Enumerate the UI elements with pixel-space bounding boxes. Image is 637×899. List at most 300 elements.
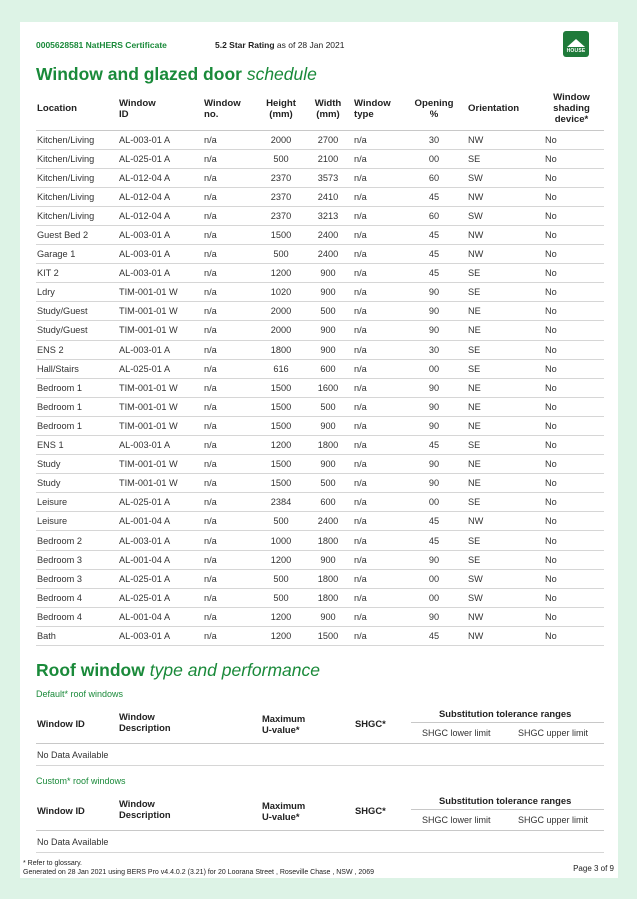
cell-height: 1200	[254, 607, 308, 626]
divider	[411, 809, 604, 810]
cell-location: Study	[36, 455, 119, 474]
table-row	[36, 359, 604, 378]
cell-window-type: n/a	[348, 225, 406, 244]
cell-window-type: n/a	[348, 187, 406, 206]
cell-orientation: NE	[462, 416, 539, 435]
cell-shading: No	[539, 245, 604, 264]
cell-height: 1500	[254, 455, 308, 474]
cell-shading: No	[539, 340, 604, 359]
cell-window-id: TIM-001-01 W	[119, 416, 204, 435]
glossary-note: * Refer to glossary.	[23, 860, 83, 867]
cell-height: 2384	[254, 493, 308, 512]
cell-height: 500	[254, 512, 308, 531]
cell-window-no: n/a	[204, 493, 254, 512]
cell-window-type: n/a	[348, 378, 406, 397]
cell-height: 2370	[254, 168, 308, 187]
cell-window-type: n/a	[348, 149, 406, 168]
cell-window-no: n/a	[204, 187, 254, 206]
cell-window-no: n/a	[204, 264, 254, 283]
cell-window-no: n/a	[204, 626, 254, 645]
cell-location: Study/Guest	[36, 321, 119, 340]
table-row	[36, 187, 604, 206]
cell-location: Leisure	[36, 493, 119, 512]
cell-opening: 90	[406, 302, 462, 321]
cell-height: 2370	[254, 187, 308, 206]
cell-shading: No	[539, 168, 604, 187]
cell-window-id: TIM-001-01 W	[119, 378, 204, 397]
table-header-row	[36, 704, 604, 744]
cell-orientation: SW	[462, 569, 539, 588]
cell-shading: No	[539, 474, 604, 493]
cell-orientation: SE	[462, 283, 539, 302]
col-window-description: Window Description	[119, 798, 171, 820]
cell-orientation: NE	[462, 378, 539, 397]
table-row	[36, 149, 604, 168]
col-max-uvalue: Maximum U-value*	[262, 800, 306, 822]
cell-location: Study/Guest	[36, 302, 119, 321]
cell-opening: 45	[406, 626, 462, 645]
cell-opening: 45	[406, 245, 462, 264]
cell-location: KIT 2	[36, 264, 119, 283]
cell-opening: 90	[406, 397, 462, 416]
cell-window-type: n/a	[348, 531, 406, 550]
custom-roof-window-table	[36, 791, 604, 853]
cell-orientation: NE	[462, 455, 539, 474]
roof-shape	[567, 39, 585, 47]
cell-width: 900	[308, 264, 348, 283]
cell-window-type: n/a	[348, 455, 406, 474]
cell-window-id: AL-012-04 A	[119, 187, 204, 206]
cell-orientation: NE	[462, 474, 539, 493]
default-roof-window-table	[36, 704, 604, 766]
cell-opening: 00	[406, 359, 462, 378]
table-row	[36, 283, 604, 302]
cell-window-id: AL-025-01 A	[119, 359, 204, 378]
cell-orientation: NE	[462, 302, 539, 321]
cell-window-id: AL-001-04 A	[119, 512, 204, 531]
table-row	[36, 455, 604, 474]
rating-value: 5.2 Star Rating	[215, 40, 275, 50]
cell-opening: 30	[406, 340, 462, 359]
cell-opening: 45	[406, 512, 462, 531]
cell-window-id: TIM-001-01 W	[119, 455, 204, 474]
cell-width: 1800	[308, 436, 348, 455]
cell-window-no: n/a	[204, 378, 254, 397]
col-max-uvalue: Maximum U-value*	[262, 713, 306, 735]
cell-window-type: n/a	[348, 264, 406, 283]
col-shgc-lower: SHGC lower limit	[422, 815, 491, 825]
table-row	[36, 493, 604, 512]
cell-window-type: n/a	[348, 206, 406, 225]
cell-shading: No	[539, 569, 604, 588]
cell-window-type: n/a	[348, 474, 406, 493]
cell-opening: 45	[406, 436, 462, 455]
cell-window-type: n/a	[348, 359, 406, 378]
cell-height: 2000	[254, 130, 308, 149]
cell-shading: No	[539, 550, 604, 569]
col-shgc: SHGC*	[355, 805, 386, 816]
cell-window-type: n/a	[348, 626, 406, 645]
cell-shading: No	[539, 302, 604, 321]
col-orientation: Orientation	[462, 88, 539, 130]
cell-height: 1500	[254, 225, 308, 244]
no-data-row: No Data Available	[36, 831, 604, 853]
table-row	[36, 321, 604, 340]
table-row	[36, 206, 604, 225]
cell-height: 1200	[254, 436, 308, 455]
cell-width: 500	[308, 397, 348, 416]
cell-location: Bedroom 3	[36, 550, 119, 569]
cell-orientation: SE	[462, 493, 539, 512]
cell-location: Guest Bed 2	[36, 225, 119, 244]
table-row	[36, 550, 604, 569]
cell-window-id: AL-012-04 A	[119, 168, 204, 187]
cell-orientation: NW	[462, 626, 539, 645]
cell-window-type: n/a	[348, 416, 406, 435]
cell-opening: 45	[406, 264, 462, 283]
cell-window-id: AL-003-01 A	[119, 264, 204, 283]
cell-window-id: AL-001-04 A	[119, 550, 204, 569]
cell-opening: 00	[406, 588, 462, 607]
generated-note: Generated on 28 Jan 2021 using BERS Pro v4.4.0.2 (3.21) for 20 Loorana Street , Roseville Chase , NSW , 2069	[23, 869, 374, 876]
cell-width: 1800	[308, 569, 348, 588]
cell-orientation: SW	[462, 168, 539, 187]
cell-opening: 00	[406, 149, 462, 168]
col-height: Height (mm)	[254, 88, 308, 130]
cell-width: 2410	[308, 187, 348, 206]
cell-window-id: AL-003-01 A	[119, 130, 204, 149]
cell-width: 900	[308, 550, 348, 569]
table-row	[36, 397, 604, 416]
cell-height: 2000	[254, 321, 308, 340]
cell-window-id: AL-003-01 A	[119, 436, 204, 455]
cell-window-id: AL-025-01 A	[119, 569, 204, 588]
cell-width: 2100	[308, 149, 348, 168]
cell-window-no: n/a	[204, 302, 254, 321]
cell-window-id: AL-012-04 A	[119, 206, 204, 225]
cell-window-no: n/a	[204, 340, 254, 359]
cell-opening: 90	[406, 321, 462, 340]
cell-location: Bedroom 4	[36, 607, 119, 626]
cell-height: 500	[254, 588, 308, 607]
cell-window-no: n/a	[204, 225, 254, 244]
table-row	[36, 512, 604, 531]
cell-height: 2000	[254, 302, 308, 321]
cell-window-no: n/a	[204, 168, 254, 187]
house-logo-icon	[563, 31, 589, 57]
cell-window-no: n/a	[204, 397, 254, 416]
cell-width: 1600	[308, 378, 348, 397]
cell-window-id: AL-001-04 A	[119, 607, 204, 626]
default-roof-windows-label: Default* roof windows	[36, 689, 124, 699]
table-row	[36, 245, 604, 264]
cell-width: 3573	[308, 168, 348, 187]
cell-location: Kitchen/Living	[36, 206, 119, 225]
page-number: Page 3 of 9	[573, 864, 614, 873]
custom-roof-windows-label: Custom* roof windows	[36, 776, 126, 786]
table-row	[36, 264, 604, 283]
window-schedule-table	[36, 88, 604, 646]
cell-height: 1020	[254, 283, 308, 302]
cell-orientation: SW	[462, 206, 539, 225]
cell-shading: No	[539, 321, 604, 340]
table-row	[36, 340, 604, 359]
cell-width: 900	[308, 340, 348, 359]
cell-window-type: n/a	[348, 130, 406, 149]
cell-width: 600	[308, 359, 348, 378]
col-window-id: Window ID	[37, 718, 85, 729]
col-tolerance-ranges: Substitution tolerance ranges	[439, 795, 572, 806]
cell-window-id: TIM-001-01 W	[119, 321, 204, 340]
col-location: Location	[36, 88, 119, 130]
cell-height: 1500	[254, 397, 308, 416]
cell-shading: No	[539, 512, 604, 531]
cell-window-no: n/a	[204, 436, 254, 455]
cell-height: 1500	[254, 416, 308, 435]
cell-location: Bedroom 2	[36, 531, 119, 550]
cell-location: Kitchen/Living	[36, 149, 119, 168]
cell-opening: 90	[406, 416, 462, 435]
cell-window-no: n/a	[204, 130, 254, 149]
cell-height: 1500	[254, 474, 308, 493]
roof-window-title: Roof window type and performance	[36, 660, 320, 680]
cell-location: Bedroom 3	[36, 569, 119, 588]
cell-opening: 45	[406, 225, 462, 244]
cell-location: Garage 1	[36, 245, 119, 264]
cell-window-type: n/a	[348, 168, 406, 187]
cell-shading: No	[539, 283, 604, 302]
cell-shading: No	[539, 225, 604, 244]
cell-window-id: AL-003-01 A	[119, 531, 204, 550]
table-row	[36, 130, 604, 149]
cell-height: 2370	[254, 206, 308, 225]
table-row	[36, 569, 604, 588]
cell-height: 1200	[254, 626, 308, 645]
cell-orientation: SE	[462, 550, 539, 569]
table-row	[36, 225, 604, 244]
certificate-page	[20, 22, 618, 878]
cell-width: 2400	[308, 512, 348, 531]
cell-window-no: n/a	[204, 569, 254, 588]
cell-opening: 90	[406, 550, 462, 569]
table-row	[36, 378, 604, 397]
no-data-row: No Data Available	[36, 744, 604, 766]
cell-shading: No	[539, 416, 604, 435]
cell-window-type: n/a	[348, 436, 406, 455]
cell-height: 1500	[254, 378, 308, 397]
cell-opening: 30	[406, 130, 462, 149]
cell-width: 900	[308, 416, 348, 435]
cell-width: 2700	[308, 130, 348, 149]
col-window-id: Window ID	[37, 805, 85, 816]
cell-width: 900	[308, 607, 348, 626]
cell-location: Bedroom 1	[36, 378, 119, 397]
cell-location: Kitchen/Living	[36, 187, 119, 206]
table-row	[36, 531, 604, 550]
cell-location: Kitchen/Living	[36, 130, 119, 149]
table-row	[36, 302, 604, 321]
col-shading: Window shading device*	[539, 88, 604, 130]
cell-location: Bedroom 4	[36, 588, 119, 607]
table-row	[36, 474, 604, 493]
cell-location: Hall/Stairs	[36, 359, 119, 378]
cell-shading: No	[539, 436, 604, 455]
cell-shading: No	[539, 397, 604, 416]
certificate-number: 0005628581 NatHERS Certificate	[36, 40, 167, 50]
cell-shading: No	[539, 378, 604, 397]
cell-width: 1800	[308, 531, 348, 550]
cell-height: 500	[254, 245, 308, 264]
cell-width: 500	[308, 474, 348, 493]
col-tolerance-ranges: Substitution tolerance ranges	[439, 708, 572, 719]
cell-width: 2400	[308, 225, 348, 244]
cell-location: Bedroom 1	[36, 397, 119, 416]
table-row	[36, 416, 604, 435]
cell-location: Study	[36, 474, 119, 493]
cell-shading: No	[539, 130, 604, 149]
cell-height: 500	[254, 569, 308, 588]
cell-opening: 45	[406, 187, 462, 206]
cell-window-type: n/a	[348, 397, 406, 416]
table-header-row	[36, 88, 604, 130]
col-window-type: Window type	[348, 88, 406, 130]
cell-opening: 90	[406, 378, 462, 397]
window-schedule-title: Window and glazed door schedule	[36, 64, 317, 84]
rating-date: as of 28 Jan 2021	[276, 40, 345, 50]
col-shgc: SHGC*	[355, 718, 386, 729]
cell-orientation: NW	[462, 245, 539, 264]
cell-opening: 90	[406, 474, 462, 493]
col-shgc-lower: SHGC lower limit	[422, 728, 491, 738]
cell-window-type: n/a	[348, 607, 406, 626]
table-row	[36, 607, 604, 626]
col-window-no: Window no.	[204, 88, 254, 130]
cell-window-type: n/a	[348, 340, 406, 359]
cell-width: 3213	[308, 206, 348, 225]
cell-window-no: n/a	[204, 206, 254, 225]
cell-height: 616	[254, 359, 308, 378]
cell-location: Bedroom 1	[36, 416, 119, 435]
cell-orientation: NW	[462, 225, 539, 244]
cell-orientation: NW	[462, 130, 539, 149]
cell-window-type: n/a	[348, 588, 406, 607]
cell-width: 1500	[308, 626, 348, 645]
cell-shading: No	[539, 187, 604, 206]
cell-width: 900	[308, 321, 348, 340]
cell-window-no: n/a	[204, 359, 254, 378]
table-row	[36, 168, 604, 187]
cell-width: 900	[308, 283, 348, 302]
cell-orientation: SW	[462, 588, 539, 607]
cell-window-id: TIM-001-01 W	[119, 283, 204, 302]
cell-location: Kitchen/Living	[36, 168, 119, 187]
cell-window-id: TIM-001-01 W	[119, 474, 204, 493]
cell-window-no: n/a	[204, 550, 254, 569]
table-header-row	[36, 791, 604, 831]
cell-window-no: n/a	[204, 588, 254, 607]
cell-shading: No	[539, 455, 604, 474]
col-window-description: Window Description	[119, 711, 171, 733]
cell-window-no: n/a	[204, 531, 254, 550]
table-row	[36, 626, 604, 645]
divider	[411, 722, 604, 723]
col-opening: Opening %	[406, 88, 462, 130]
cell-window-type: n/a	[348, 283, 406, 302]
cell-window-id: AL-025-01 A	[119, 588, 204, 607]
cell-orientation: NW	[462, 187, 539, 206]
cell-orientation: NE	[462, 397, 539, 416]
cell-location: Leisure	[36, 512, 119, 531]
cell-shading: No	[539, 531, 604, 550]
cell-orientation: SE	[462, 149, 539, 168]
cell-window-id: AL-003-01 A	[119, 245, 204, 264]
cell-window-type: n/a	[348, 512, 406, 531]
cell-width: 600	[308, 493, 348, 512]
cell-window-no: n/a	[204, 283, 254, 302]
col-width: Width (mm)	[308, 88, 348, 130]
window-schedule-body	[36, 130, 604, 646]
cell-shading: No	[539, 149, 604, 168]
cell-shading: No	[539, 206, 604, 225]
col-shgc-upper: SHGC upper limit	[518, 728, 589, 738]
cell-window-type: n/a	[348, 550, 406, 569]
col-shgc-upper: SHGC upper limit	[518, 815, 589, 825]
cell-window-type: n/a	[348, 569, 406, 588]
cell-window-no: n/a	[204, 416, 254, 435]
star-rating	[215, 40, 345, 50]
cell-opening: 00	[406, 493, 462, 512]
cell-window-id: AL-025-01 A	[119, 149, 204, 168]
cell-orientation: NW	[462, 512, 539, 531]
cell-window-id: AL-003-01 A	[119, 340, 204, 359]
cell-window-id: AL-003-01 A	[119, 225, 204, 244]
cell-opening: 60	[406, 206, 462, 225]
cell-window-id: AL-003-01 A	[119, 626, 204, 645]
cell-window-no: n/a	[204, 149, 254, 168]
cell-window-id: AL-025-01 A	[119, 493, 204, 512]
cell-window-no: n/a	[204, 321, 254, 340]
cell-height: 1200	[254, 264, 308, 283]
cell-window-no: n/a	[204, 607, 254, 626]
cell-width: 900	[308, 455, 348, 474]
cell-height: 1200	[254, 550, 308, 569]
cell-height: 500	[254, 149, 308, 168]
cell-width: 500	[308, 302, 348, 321]
cell-window-type: n/a	[348, 302, 406, 321]
cell-shading: No	[539, 607, 604, 626]
cell-window-no: n/a	[204, 512, 254, 531]
cell-orientation: SE	[462, 436, 539, 455]
cell-shading: No	[539, 493, 604, 512]
cell-window-id: TIM-001-01 W	[119, 302, 204, 321]
cell-orientation: NW	[462, 607, 539, 626]
cell-opening: 90	[406, 283, 462, 302]
cell-window-type: n/a	[348, 245, 406, 264]
cell-window-no: n/a	[204, 455, 254, 474]
cell-opening: 00	[406, 569, 462, 588]
cell-height: 1800	[254, 340, 308, 359]
table-row	[36, 588, 604, 607]
cell-orientation: SE	[462, 340, 539, 359]
cell-opening: 90	[406, 607, 462, 626]
cell-width: 1800	[308, 588, 348, 607]
cell-orientation: SE	[462, 531, 539, 550]
cell-opening: 60	[406, 168, 462, 187]
cell-height: 1000	[254, 531, 308, 550]
cell-location: Bath	[36, 626, 119, 645]
cell-opening: 90	[406, 455, 462, 474]
cell-width: 2400	[308, 245, 348, 264]
